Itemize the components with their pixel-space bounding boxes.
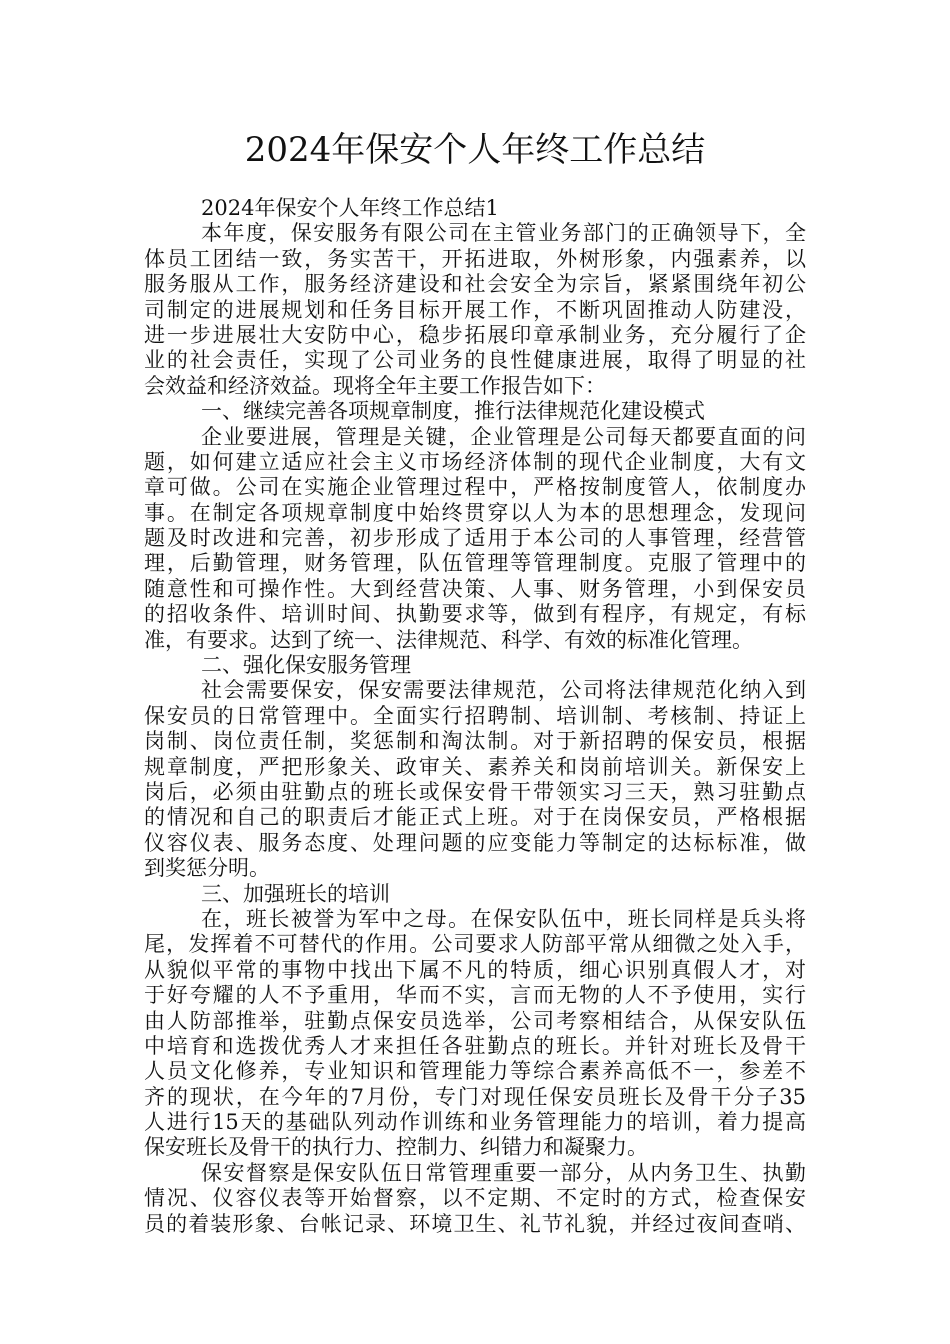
text-line: 准，有要求。达到了统一、法律规范、科学、有效的标准化管理。: [144, 627, 753, 652]
text-line: 岗后，必须由驻勤点的班长或保安骨干带领实习三天，熟习驻勤点: [144, 779, 806, 804]
text-line: 到奖惩分明。: [144, 856, 270, 881]
text-line: 岗制、岗位责任制，奖惩制和淘汰制。对于新招聘的保安员，根据: [144, 729, 806, 754]
text-line: 章可做。公司在实施企业管理过程中，严格按制度管人，依制度办: [144, 475, 806, 500]
text-line: 进一步进展壮大安防中心，稳步拓展印章承制业务，充分履行了企: [144, 322, 806, 347]
text-line: 企业要进展，管理是关键，企业管理是公司每天都要直面的问: [201, 424, 806, 449]
text-line: 题，如何建立适应社会主义市场经济体制的现代企业制度，大有文: [144, 449, 806, 474]
text-line: 随意性和可操作性。大到经营决策、人事、财务管理，小到保安员: [144, 576, 806, 601]
text-line: 在，班长被誉为军中之母。在保安队伍中，班长同样是兵头将: [201, 906, 806, 931]
text-line: 司制定的进展规划和任务目标开展工作，不断巩固推动人防建没，: [144, 297, 806, 322]
text-line: 事。在制定各项规章制度中始终贯穿以人为本的思想理念，发现问: [144, 500, 806, 525]
text-line: 二、强化保安服务管理: [201, 653, 411, 678]
text-line: 的招收条件、培训时间、执勤要求等，做到有程序，有规定，有标: [144, 602, 806, 627]
text-line: 会效益和经济效益。现将全年主要工作报告如下：: [144, 373, 606, 398]
text-line: 齐的现状，在今年的7月份，专门对现任保安员班长及骨干分子35: [144, 1084, 806, 1109]
text-line: 仪容仪表、服务态度、处理问题的应变能力等制定的达标标准，做: [144, 830, 806, 855]
text-line: 由人防部推举，驻勤点保安员选举，公司考察相结合，从保安队伍: [144, 1008, 806, 1033]
text-line: 尾，发挥着不可替代的作用。公司要求人防部平常从细微之处入手，: [144, 932, 806, 957]
text-line: 保安班长及骨干的执行力、控制力、纠错力和凝聚力。: [144, 1135, 648, 1160]
text-line: 保安督察是保安队伍日常管理重要一部分，从内务卫生、执勤: [201, 1160, 806, 1185]
text-line: 本年度，保安服务有限公司在主管业务部门的正确领导下，全: [201, 221, 806, 246]
text-line: 业的社会责任，实现了公司业务的良性健康进展，取得了明显的社: [144, 348, 806, 373]
text-line: 三、加强班长的培训: [201, 881, 390, 906]
text-line: 人员文化修养，专业知识和管理能力等综合素养高低不一，参差不: [144, 1059, 806, 1084]
text-line: 一、继续完善各项规章制度，推行法律规范化建设模式: [201, 399, 705, 424]
text-line: 员的着装形象、台帐记录、环境卫生、礼节礼貌，并经过夜间查哨、: [144, 1211, 806, 1236]
text-line: 2024年保安个人年终工作总结1: [201, 196, 499, 220]
text-line: 体员工团结一致，务实苦干，开拓进取，外树形象，内强素养，以: [144, 246, 806, 271]
text-line: 的情况和自己的职责后才能正式上班。对于在岗保安员，严格根据: [144, 805, 806, 830]
text-line: 规章制度，严把形象关、政审关、素养关和岗前培训关。新保安上: [144, 754, 806, 779]
text-line: 题及时改进和完善，初步形成了适用于本公司的人事管理，经营管: [144, 526, 806, 551]
text-line: 保安员的日常管理中。全面实行招聘制、培训制、考核制、持证上: [144, 703, 806, 728]
text-line: 人进行15天的基础队列动作训练和业务管理能力的培训，着力提高: [144, 1110, 806, 1135]
text-line: 于好夸耀的人不予重用，华而不实，言而无物的人不予使用，实行: [144, 983, 806, 1008]
text-line: 从貌似平常的事物中找出下属不凡的特质，细心识别真假人才，对: [144, 957, 806, 982]
text-line: 社会需要保安，保安需要法律规范，公司将法律规范化纳入到: [201, 678, 806, 703]
text-line: 情况、仪容仪表等开始督察，以不定期、不定时的方式，检查保安: [144, 1186, 806, 1211]
text-line: 服务服从工作，服务经济建设和社会安全为宗旨，紧紧围绕年初公: [144, 272, 806, 297]
text-line: 中培育和选拨优秀人才来担任各驻勤点的班长。并针对班长及骨干: [144, 1033, 806, 1058]
document-title: 2024年保安个人年终工作总结: [244, 130, 706, 170]
text-line: 理，后勤管理，财务管理，队伍管理等管理制度。克服了管理中的: [144, 551, 806, 576]
document-body: [144, 196, 806, 1237]
